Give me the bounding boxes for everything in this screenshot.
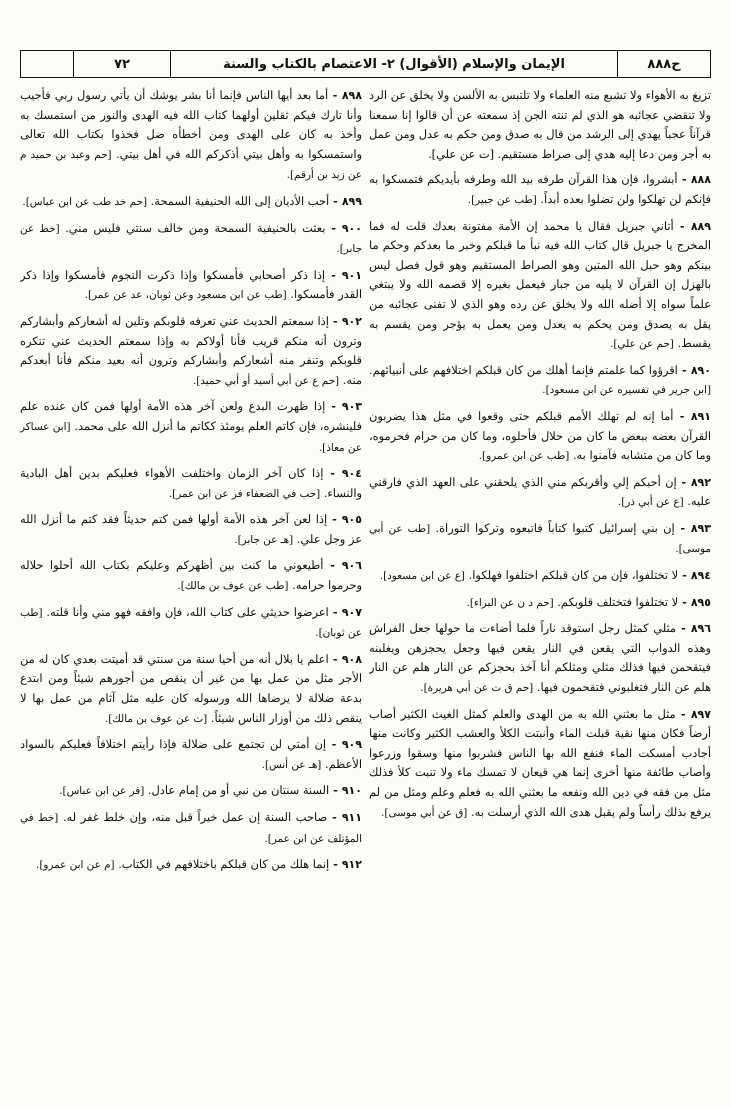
hadith-text: أما إنه لم تهلك الأمم قبلكم حتى وقعوا في مثل هذا يضربون القرآن بعضه ببعض ما كان من حلال فأحلوه، وما كان من حرام فحرموه، وما كان من متشابه فآمنوا به. — [369, 408, 711, 463]
hadith-number: ٩٠٩ — [341, 738, 362, 752]
hadith-source: [خط عن جابر]. — [20, 222, 362, 256]
hadith-entry: ٩١٠ - السنة سنتان من نبي أو من إمام عادل. [فر عن ابن عباس]. — [59, 783, 362, 798]
hadith-source: [طب عن ثوبان]. — [20, 606, 362, 640]
hadith-source: [طب عن أبي موسى]. — [369, 522, 711, 556]
hadith-source: [ت عن عوف بن مالك]. — [104, 712, 208, 725]
hadith-source: [خط في المؤتلف عن ابن عمر]. — [20, 812, 362, 845]
hadith-text: إن أمتي لن تجتمع على ضلالة فإذا رأيتم اختلافاً فعليكم بالسواد الأعظم. — [20, 737, 362, 771]
hadith-entry: ٩١٢ - إنما هلك من كان قبلكم باختلافهم في الكتاب. [م عن ابن عمرو]. — [36, 857, 362, 872]
hadith-number: ٨٩٦ — [690, 622, 711, 636]
hadith-number: ٩٠١ — [341, 268, 362, 282]
hadith-entry: ٨٩١ - أما إنه لم تهلك الأمم قبلكم حتى وقعوا في مثل هذا يضربون القرآن بعضه ببعض ما كان من حلال فأحلوه، وما كان من حرام فحرموه، وما كان من متشابه فآمنوا به. [طب عن ابن عمرو]. — [369, 408, 711, 463]
hadith-entry: ٩٠٩ - إن أمتي لن تجتمع على ضلالة فإذا رأيتم اختلافاً فعليكم بالسواد الأعظم. [هـ عن أنس]. — [20, 737, 362, 771]
hadith-entry: ٩٠٨ - اعلم يا بلال أنه من أحيا سنة من سنتي قد أميتت بعدي كان له من الأجر مثل من عمل بها من غير أن ينقص من أجورهم شيئاً ومن ابتدع بدعة ضلالة لا يرضاها الله ورسوله كان عليه مثل آثام من عمل بها لا ينقص ذلك من أوزار الناس شيئاً. [ت عن عوف بن مالك]. — [20, 651, 362, 725]
hadith-text: بعثت بالحنيفية السمحة ومن خالف سنتي فليس مني. — [65, 220, 326, 235]
hadith-entry: ٩٠٥ - إذا لعن آخر هذه الأمة أولها فمن كتم حديثاً فقد كتم ما أنزل الله عز وجل علي. [هـ عن جابر]. — [20, 512, 362, 546]
hadith-source: [طب عن ابن عمرو]. — [478, 450, 570, 463]
hadith-entry: ٨٨٩ - أتاني جبريل فقال يا محمد إن الأمة مفتونة بعدك قلت له فما المخرج يا جبريل قال كتاب الله فيه نبأ ما قبلكم وخبر ما بعدكم وحكم ما بينكم وهو حبل الله المتين وهو الصراط المستقيم وهو قول فصل ليس بالهزل إن القرآن لا يليه من جبار فيعمل بغيره إلا قصمه الله ولا يبتغي علماً سواه إلا أضله الله ولا يخلق عن رده وهو الذي لا تفنى عجائبه من يقل به يصدق ومن يحكم به يعدل ومن يعمل به يؤجر ومن يقسم به يقسط. [حم عن علي]. — [369, 218, 711, 351]
hadith-text: إنما هلك من كان قبلكم باختلافهم في الكتاب. — [118, 857, 330, 872]
hadith-number: ٨٩٨ — [341, 89, 362, 102]
hadith-entry: ٨٩٨ - أما بعد أيها الناس فإنما أنا بشر يوشك أن يأتي رسول ربي فأجيب وأنا تارك فيكم ثقلين أولهما كتاب الله فيه الهدى والنور من استمسك به وأخذ به كان على الهدى ومن أخطأه ضل فخذوا بكتاب الله تعالى واستمسكوا به وأهل بيتي أذكركم الله في أهل بيتي. [حم وعبد بن حميد م عن زيد بن أرقم]. — [20, 88, 362, 182]
hadith-source: [ق عن أبي موسى]. — [381, 806, 468, 819]
hadith-source: [م عن ابن عمرو]. — [36, 859, 115, 872]
hadith-number: ٨٩٠ — [690, 363, 711, 377]
hadith-source: [ع عن ابن مسعود]. — [379, 570, 465, 583]
hadith-text: اعلم يا بلال أنه من أحيا سنة من سنتي قد أميتت بعدي كان له من الأجر مثل من عمل بها من غير أن ينقص من أجورهم شيئاً ومن ابتدع بدعة ضلالة لا يرضاها الله ورسوله كان عليه مثل آثام من عمل بها لا ينقص ذلك من أوزار الناس شيئاً. — [20, 651, 362, 725]
hadith-source: [حم وعبد بن حميد م عن زيد بن أرقم]. — [20, 148, 362, 182]
hadith-number: ٩٠٣ — [341, 400, 362, 414]
hadith-entry: ٨٩٥ - لا تختلفوا فتختلف قلوبكم. [حم د ن عن البراء]. — [466, 594, 711, 609]
hadith-text: أما بعد أيها الناس فإنما أنا بشر يوشك أن يأتي رسول ربي فأجيب وأنا تارك فيكم ثقلين أولهما كتاب الله فيه الهدى والنور من استمسك به وأخذ به كان على الهدى ومن أخطأه ضل فخذوا بكتاب الله تعالى واستمسكوا به وأهل بيتي أذكركم الله في أهل بيتي. — [20, 88, 362, 161]
hadith-text: لا تختلفوا، فإن من كان قبلكم اختلفوا فهلكوا. — [468, 568, 679, 583]
header-empty-cell — [21, 51, 73, 77]
hadith-text: إذا كان آخر الزمان واختلفت الأهواء فعليكم بدين أهل البادية والنساء. — [20, 466, 362, 500]
hadith-entry: ٨٩٣ - إن بني إسرائيل كتبوا كتاباً فاتبعوه وتركوا التوراة. [طب عن أبي موسى]. — [369, 520, 711, 556]
hadith-source: [حم عن علي]. — [610, 338, 674, 351]
hadith-text: مثلي كمثل رجل استوقد ناراً فلما أضاءت ما حولها جعل الفراش وهذه الدواب التي يقعن في النار يقعن فيها وجعل يحجزهن ويغلبنه فيتقحمن فيها فذلك مثلي ومثلكم أنا آخذ بحجزكم عن النار هلم عن النار هلم عن النار فتغلبوني فتقحمون فيها. — [369, 621, 711, 695]
hadith-number: ٨٩٩ — [341, 194, 362, 208]
hadith-number: ٩٠٧ — [341, 605, 362, 619]
hadith-text: إذا ظهرت البدع ولعن آخر هذه الأمة أولها فمن كان عنده علم فلينشره، فإن كاتم العلم يومئذ ككاتم ما أنزل الله على محمد. — [20, 399, 362, 433]
hadith-entry: ٩٠١ - إذا ذكر أصحابي فأمسكوا وإذا ذكرت النجوم فأمسكوا وإذا ذكر القدر فأمسكوا. [طب عن ابن مسعود وعن ثوبان، عد عن عمر]. — [20, 267, 362, 302]
hadith-number: ٩٠٤ — [341, 467, 362, 481]
right-entries — [369, 170, 711, 823]
hadith-text: إذا سمعتم الحديث عني تعرفه قلوبكم وتلين له أشعاركم وأبشاركم وترون أنه منكم قريب فأنا أولاكم به وإذا سمعتم الحديث عني تنكره قلوبكم وتنفر منه أشعاركم وأبشاركم وترون أنه بعيد منكم فأنا أبعدكم منه. — [20, 313, 362, 387]
hadith-source: [هـ عن جابر]. — [234, 533, 294, 546]
hadith-text: صاحب السنة إن عمل خيراً قبل منه، وإن خلط غفر له. — [62, 810, 328, 824]
hadith-source: [فر عن ابن عباس]. — [59, 785, 145, 798]
hadith-entry: ٨٩٤ - لا تختلفوا، فإن من كان قبلكم اختلفوا فهلكوا. [ع عن ابن مسعود]. — [379, 568, 711, 583]
hadith-text: إن بني إسرائيل كتبوا كتاباً فاتبعوه وتركوا التوراة. — [435, 520, 675, 535]
hadith-text: اعرضوا حديثي على كتاب الله، فإن وافقه فهو مني وأنا قلته. — [46, 604, 329, 619]
hadith-entry: ٩٠٠ - بعثت بالحنيفية السمحة ومن خالف سنتي فليس مني. [خط عن جابر]. — [20, 220, 362, 256]
hadith-number: ٨٩٧ — [690, 707, 711, 721]
hadith-source: [حم ق ت عن أبي هريرة]. — [420, 682, 534, 695]
hadith-text: إذا ذكر أصحابي فأمسكوا وإذا ذكرت النجوم فأمسكوا وإذا ذكر القدر فأمسكوا. — [20, 267, 362, 302]
hadith-number: ٨٨٩ — [690, 219, 711, 233]
hadith-entry: ٨٩٦ - مثلي كمثل رجل استوقد ناراً فلما أضاءت ما حولها جعل الفراش وهذه الدواب التي يقعن في النار يقعن فيها وجعل يحجزهن ويغلبنه فيتقحمن فيها فذلك مثلي ومثلكم أنا آخذ بحجزكم عن النار هلم عن النار هلم عن النار فتغلبوني فتقحمون فيها. [حم ق ت عن أبي هريرة]. — [369, 621, 711, 695]
chapter-title: الإيمان والإسلام (الأقوال) ٢- الاعتصام بالكتاب والسنة — [170, 51, 617, 77]
hadith-number: ٩٠٢ — [341, 314, 362, 328]
left-entries — [20, 86, 362, 876]
hadith-number: ٩٠٥ — [341, 513, 362, 527]
continuation-text: تزيغ به الأهواء ولا تشبع منه العلماء ولا تلتبس به الألسن ولا يخلق عن الرد ولا تنقضي عجائبه هو الذي لم تنته الجن إذ سمعته عن أن قالوا إنا سمعنا قرآناً عجباً يهدي إلى الرشد من قال به صدق ومن حكم به عدل ومن عمل به أجر ومن دعا إليه هدي إلى صراط مستقيم. [ت عن علي]. — [369, 88, 711, 161]
hadith-number: ٨٩٥ — [690, 595, 711, 609]
hadith-entry: ٩٠٧ - اعرضوا حديثي على كتاب الله، فإن وافقه فهو مني وأنا قلته. [طب عن ثوبان]. — [20, 604, 362, 640]
hadith-entry: ٩٠٣ - إذا ظهرت البدع ولعن آخر هذه الأمة أولها فمن كان عنده علم فلينشره، فإن كاتم العلم يومئذ ككاتم ما أنزل الله على محمد. [ابن عساكر عن معاذ]. — [20, 399, 362, 454]
hadith-source: [طب عن ابن مسعود وعن ثوبان، عد عن عمر]. — [84, 289, 287, 302]
hadith-source: [ابن جرير في تفسيره عن ابن مسعود]. — [542, 384, 711, 397]
hadith-text: لا تختلفوا فتختلف قلوبكم. — [557, 594, 679, 609]
hadith-text: السنة سنتان من نبي أو من إمام عادل. — [147, 783, 330, 798]
hadith-entry: ٨٩٠ - اقرؤوا كما علمتم فإنما أهلك من كان قبلكم اختلافهم على أنبيائهم. [ابن جرير في تفسيره عن ابن مسعود]. — [369, 362, 711, 397]
hadith-text: إن أحبكم إلي وأقربكم مني الذي يلحقني على العهد الذي فارقني عليه. — [369, 474, 711, 509]
hadith-number: ٨٩١ — [690, 409, 711, 423]
hadith-number: ٩١٢ — [341, 858, 362, 872]
page-header — [20, 50, 711, 78]
hadith-source: [هـ عن أنس]. — [261, 758, 322, 771]
hadith-text: أحب الأديان إلى الله الحنيفية السمحة. — [150, 193, 330, 208]
hadith-number: ٨٨٨ — [690, 173, 711, 187]
hadith-entry: ٩٠٦ - أطيعوني ما كنت بين أظهركم وعليكم بكتاب الله أحلوا حلاله وحرموا حرامه. [طب عن عوف بن مالك]. — [20, 558, 362, 593]
hadith-number: ٨٩٢ — [690, 475, 711, 489]
hadith-entry: ٩٠٢ - إذا سمعتم الحديث عني تعرفه قلوبكم وتلين له أشعاركم وأبشاركم وترون أنه منكم قريب فأنا أولاكم به وإذا سمعتم الحديث عني تنكره قلوبكم وتنفر منه أشعاركم وأبشاركم وترون أنه بعيد منكم فأنا أبعدكم منه. [حم ع عن أبي أسيد أو أبي حميد]. — [20, 313, 362, 387]
hadith-entry: ٨٩٢ - إن أحبكم إلي وأقربكم مني الذي يلحقني على العهد الذي فارقني عليه. [ع عن أبي ذر]. — [369, 474, 711, 509]
volume-number: ح٨٨٨ — [617, 51, 710, 77]
right-column — [369, 86, 711, 1086]
hadith-number: ٩١١ — [341, 811, 362, 824]
hadith-text: أبشروا، فإن هذا القرآن طرفه بيد الله وطرفه بأيديكم فتمسكوا به فإنكم لن تهلكوا ولن تضلوا بعده أبداً. — [369, 172, 711, 206]
hadith-number: ٩١٠ — [341, 784, 362, 798]
hadith-number: ٨٩٣ — [690, 521, 711, 535]
hadith-source: [ابن عساكر عن معاذ]. — [20, 420, 362, 454]
hadith-source: [حم ع عن أبي أسيد أو أبي حميد]. — [192, 374, 340, 387]
left-column — [20, 86, 362, 1086]
hadith-source: [طب عن جبير]. — [467, 193, 537, 206]
hadith-text: مثل ما بعثني الله به من الهدى والعلم كمثل الغيث الكثير أصاب أرضاً فكان منها نقية قبلت الماء وأنبتت الكلأ والعشب الكثير وكانت منها أجادب أمسكت الماء فنفع الله بها الناس فشربوا منها وسقوا وزرعوا وأصاب طائفة منها أخرى إنما هي قيعان لا تمسك ماء ولا تنبت كلأ فذلك مثل من فقه في دين الله ونفعه ما بعثني الله به فعلم وعلم ومثل من لم يرفع بذلك رأساً ولم يقبل هدى الله الذي أرسلت به. — [369, 706, 711, 819]
hadith-entry: ٨٩٩ - أحب الأديان إلى الله الحنيفية السمحة. [حم خد طب عن ابن عباس]. — [22, 193, 362, 208]
hadith-entry: ٩٠٤ - إذا كان آخر الزمان واختلفت الأهواء فعليكم بدين أهل البادية والنساء. [حب في الضعفاء فر عن ابن عمر]. — [20, 466, 362, 500]
hadith-number: ٩٠٠ — [341, 221, 362, 235]
hadith-entry: ٨٩٧ - مثل ما بعثني الله به من الهدى والعلم كمثل الغيث الكثير أصاب أرضاً فكان منها نقية قبلت الماء وأنبتت الكلأ والعشب الكثير وكانت منها أجادب أمسكت الماء فنفع الله بها الناس فشربوا منها وسقوا وزرعوا وأصاب طائفة منها أخرى إنما هي قيعان لا تمسك ماء ولا تنبت كلأ فذلك مثل من فقه في دين الله ونفعه ما بعثني الله به فعلم وعلم ومثل من لم يرفع بذلك رأساً ولم يقبل هدى الله الذي أرسلت به. [ق عن أبي موسى]. — [369, 706, 711, 819]
hadith-source: [حب في الضعفاء فر عن ابن عمر]. — [168, 487, 321, 500]
hadith-text: أتاني جبريل فقال يا محمد إن الأمة مفتونة بعدك قلت له فما المخرج يا جبريل قال كتاب الله فيه نبأ ما قبلكم وخبر ما بعدكم وحكم ما بينكم وهو حبل الله المتين وهو الصراط المستقيم وهو قول فصل ليس بالهزل إن القرآن لا يليه من جبار فيعمل بغيره إلا قصمه الله ولا يبتغي علماً سواه إلا أضله الله ولا يخلق عن رده وهو الذي لا تفنى عجائبه من يقل به يصدق ومن يحكم به يعدل ومن يعمل به يؤجر ومن يقسم به يقسط. — [369, 218, 711, 351]
hadith-number: ٩٠٨ — [341, 652, 362, 666]
page-number: ٧٢ — [73, 51, 170, 77]
hadith-source: [طب عن عوف بن مالك]. — [177, 580, 289, 593]
hadith-number: ٨٩٤ — [690, 569, 711, 583]
hadith-source: [حم د ن عن البراء]. — [466, 596, 554, 609]
hadith-number: ٩٠٦ — [341, 559, 362, 573]
hadith-entry: ٩١١ - صاحب السنة إن عمل خيراً قبل منه، وإن خلط غفر له. [خط في المؤتلف عن ابن عمر]. — [20, 810, 362, 845]
hadith-text: اقرؤوا كما علمتم فإنما أهلك من كان قبلكم اختلافهم على أنبيائهم. — [369, 362, 678, 377]
hadith-text: أطيعوني ما كنت بين أظهركم وعليكم بكتاب الله أحلوا حلاله وحرموا حرامه. — [20, 558, 362, 593]
hadith-entry: ٨٨٨ - أبشروا، فإن هذا القرآن طرفه بيد الله وطرفه بأيديكم فتمسكوا به فإنكم لن تهلكوا ولن تضلوا بعده أبداً. [طب عن جبير]. — [369, 172, 711, 206]
hadith-source: [حم خد طب عن ابن عباس]. — [22, 195, 148, 208]
hadith-text: إذا لعن آخر هذه الأمة أولها فمن كتم حديثاً فقد كتم ما أنزل الله عز وجل علي. — [20, 512, 362, 546]
hadith-source: [ع عن أبي ذر]. — [617, 496, 684, 509]
